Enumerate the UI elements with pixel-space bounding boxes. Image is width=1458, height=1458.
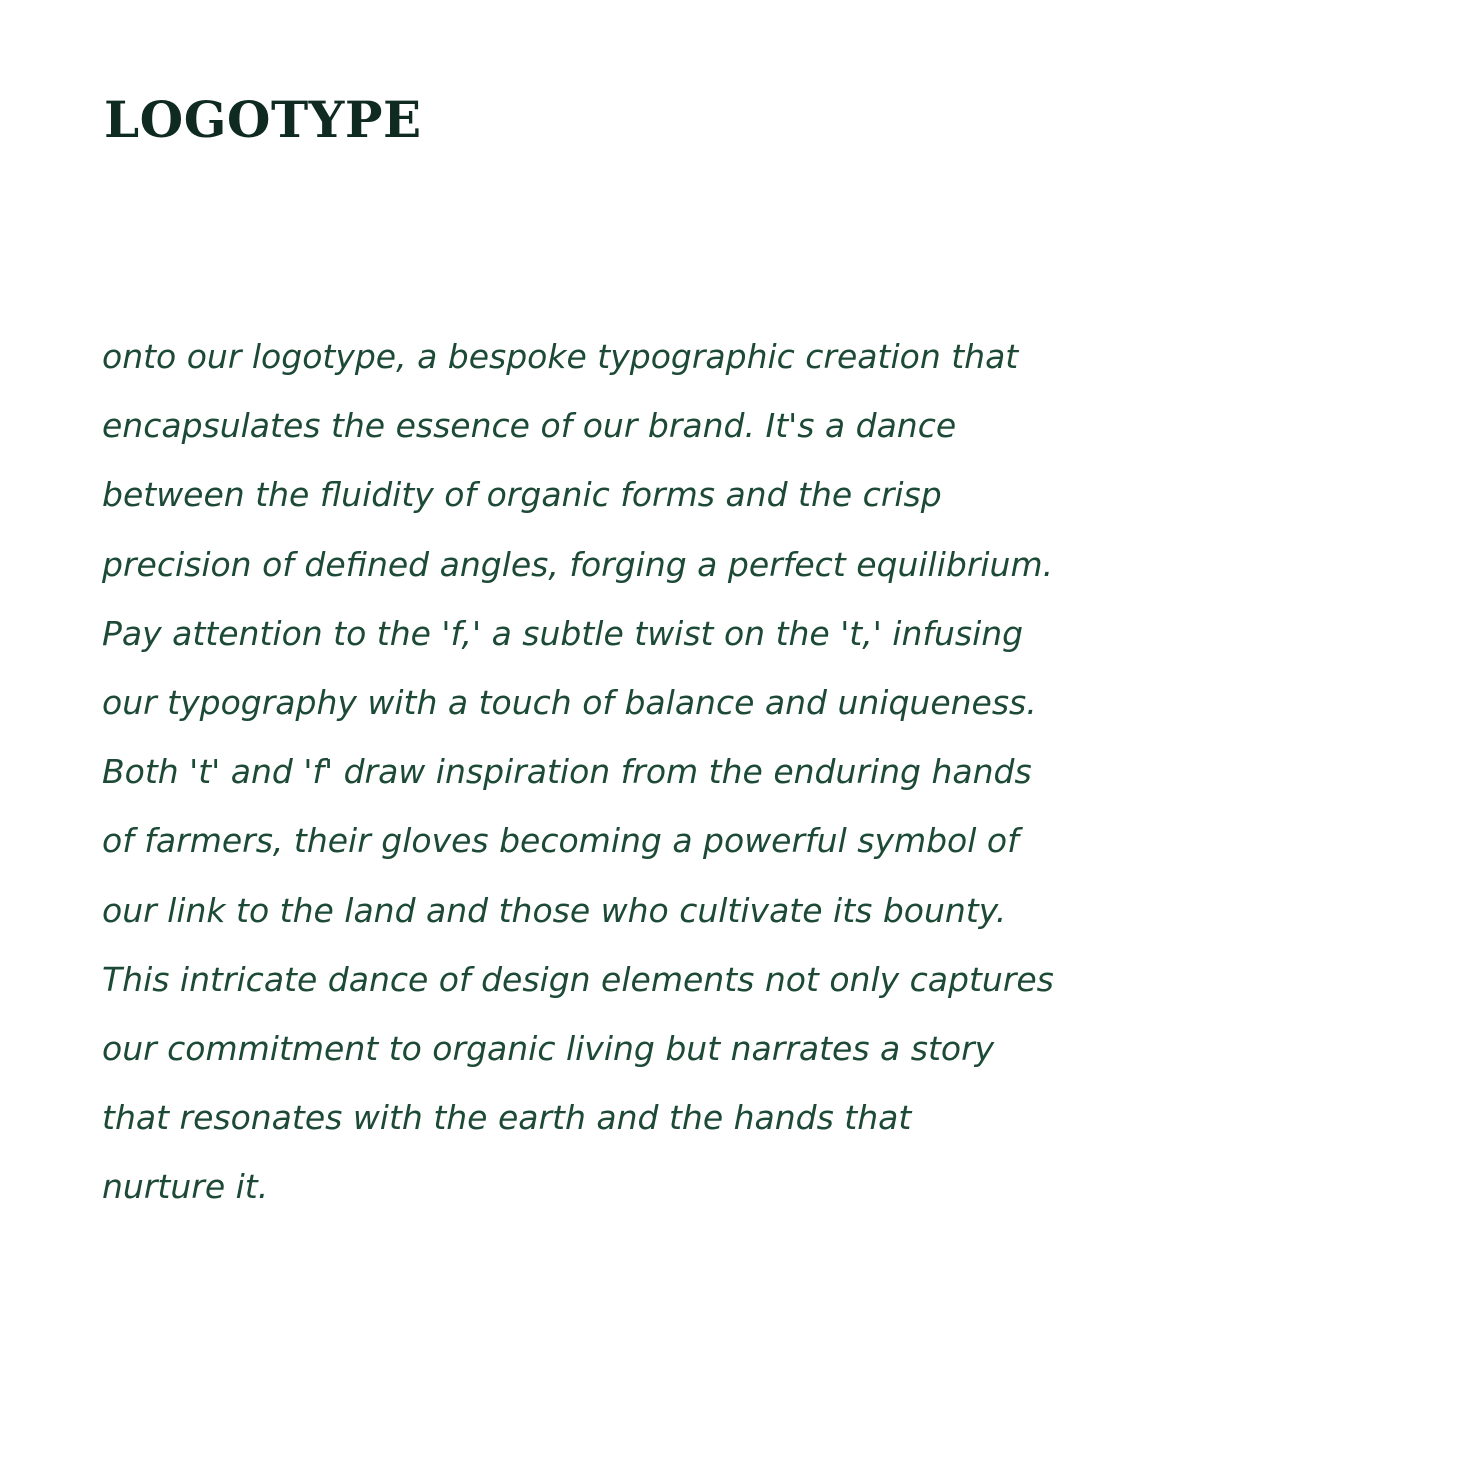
paragraph-line: Both 't' and 'f' draw inspiration from the enduring hands — [102, 752, 1032, 792]
paragraph-line: onto our logotype, a bespoke typographic creation that — [102, 337, 1019, 376]
paragraph-line: precision of defined angles, forging a perfect equilibrium. — [102, 544, 1054, 584]
paragraph-line: This intricate dance of design elements not only captures — [102, 959, 1054, 999]
paragraph-line: nurture it. — [102, 1167, 269, 1207]
paragraph-line: between the fluidity of organic forms and the crisp — [102, 475, 942, 515]
page-title: LOGOTYPE — [104, 90, 422, 149]
paragraph-line: our commitment to organic living but narrates a story — [102, 1029, 995, 1069]
body-paragraph — [102, 322, 1054, 1222]
paragraph-line: our link to the land and those who cultivate its bounty. — [102, 890, 1007, 930]
paragraph-line: our typography with a touch of balance and uniqueness. — [102, 683, 1037, 723]
paragraph-line: that resonates with the earth and the hands that — [102, 1098, 912, 1138]
paragraph-line: of farmers, their gloves becoming a powerful symbol of — [102, 821, 1019, 861]
paragraph-line: Pay attention to the 'f,' a subtle twist on the 't,' infusing — [102, 613, 1024, 653]
paragraph-line: encapsulates the essence of our brand. It's a dance — [102, 406, 957, 446]
